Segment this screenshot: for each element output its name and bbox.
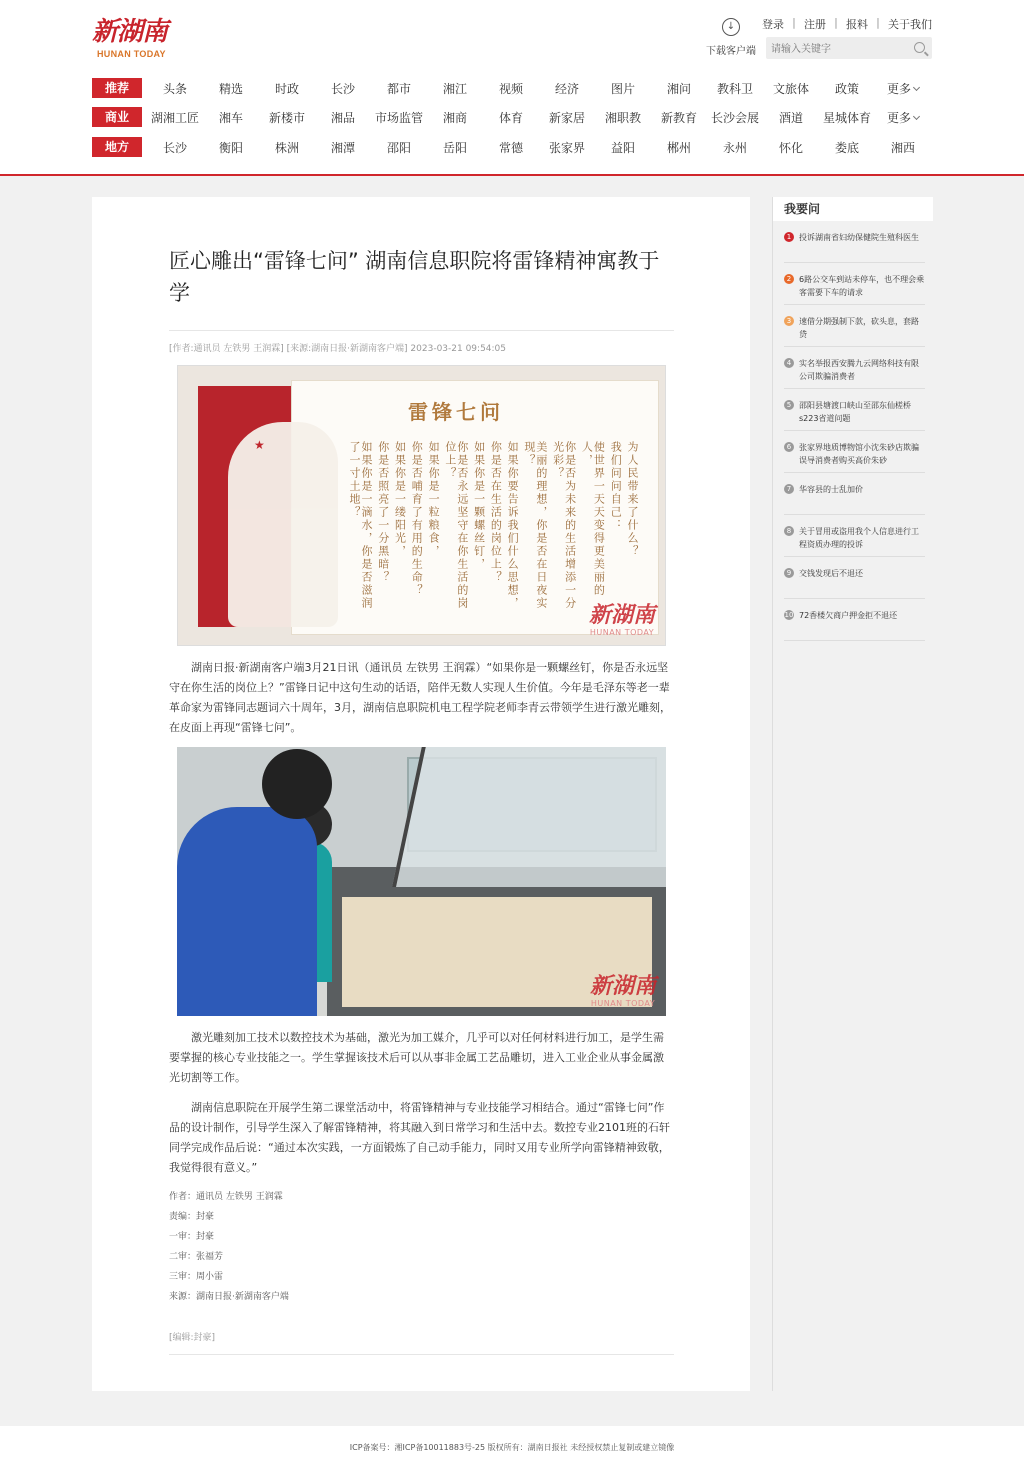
- nav-item[interactable]: 教科卫: [716, 81, 753, 96]
- leifeng-portrait-cutout: [228, 422, 338, 627]
- nav-item[interactable]: 怀化: [778, 140, 803, 155]
- watermark-cn: 新湖南: [588, 602, 655, 628]
- download-label: 下载客户端: [706, 46, 756, 57]
- logo-text-en: HUNAN TODAY: [97, 49, 166, 59]
- search-input[interactable]: [766, 39, 906, 61]
- search-box: [766, 37, 932, 59]
- sidebar-item[interactable]: [784, 473, 925, 515]
- logo-text-cn: 新湖南: [92, 17, 168, 47]
- student-head: [262, 749, 332, 819]
- rank-badge: 8: [784, 526, 794, 536]
- nav-tag[interactable]: 商业: [92, 107, 142, 127]
- laser-engraving-photo: [177, 747, 666, 1016]
- nav-item[interactable]: 政策: [834, 81, 859, 96]
- about-link[interactable]: 关于我们: [888, 18, 932, 31]
- site-footer: [0, 1426, 1024, 1478]
- artwork-column: 如果你要告诉我们什么思想，: [506, 441, 520, 610]
- sidebar-item-text[interactable]: 交钱发现后不退还: [799, 569, 863, 578]
- credit-line: 一审：封豪: [169, 1232, 215, 1242]
- nav-item[interactable]: 湘车: [218, 110, 243, 125]
- leifeng-artwork-image: [177, 365, 666, 646]
- nav-item[interactable]: 湘西: [890, 140, 915, 155]
- article-paragraph: 湖南信息职院在开展学生第二课堂活动中，将雷锋精神与专业技能学习相结合。通过“雷锋七问”作品的设计制作，引导学生深入了解雷锋精神，将其融入到日常学习和生活中去。数控专业2101班的石轩同学完成作品后说：“通过本次实践，一方面锻炼了自己动手能力，同时又用专业所学向雷锋精神致敬，我觉得很有意义。”: [169, 1101, 670, 1174]
- sidebar-item-text[interactable]: 实名举报西安腾九云网络科技有限公司欺骗消费者: [799, 359, 919, 381]
- top-links: [762, 16, 932, 32]
- nav-item[interactable]: 益阳: [610, 140, 635, 155]
- nav-item[interactable]: 娄底: [834, 140, 859, 155]
- sidebar-item-text[interactable]: 6路公交车到站未停车，也不理会乘客需要下车的请求: [799, 275, 925, 297]
- image-watermark: [589, 602, 655, 637]
- nav-item[interactable]: 常德: [498, 140, 523, 155]
- chevron-down-icon: [913, 112, 920, 119]
- credit-line: 来源：湖南日报·新湖南客户端: [169, 1292, 289, 1302]
- sidebar-ask: [772, 197, 932, 1391]
- watermark-en: HUNAN TODAY: [590, 999, 656, 1008]
- sidebar-item-text[interactable]: 邵阳县塘渡口峡山至邵东仙槎桥s223省道问题: [799, 401, 911, 423]
- article-title: 匠心雕出“雷锋七问” 湖南信息职院将雷锋精神寓教于学: [169, 249, 660, 305]
- nav-tag[interactable]: 推荐: [92, 78, 142, 98]
- site-header: [0, 0, 1024, 176]
- artwork-column: 你是否为未来的生活增添一分光彩？: [551, 441, 577, 610]
- sidebar-item[interactable]: [784, 221, 925, 263]
- sidebar-item[interactable]: [784, 347, 925, 389]
- nav-item[interactable]: 湘职教: [604, 110, 641, 125]
- separator: |: [876, 16, 880, 29]
- credit-line: 三审：周小雷: [169, 1272, 224, 1282]
- nav-item[interactable]: 株洲: [274, 140, 299, 155]
- image-watermark: [590, 973, 656, 1008]
- article-meta: [作者:通讯员 左铁男 王润霖] [来源:湖南日报·新湖南客户端] 2023-03-21 09:54:05: [169, 330, 674, 354]
- nav-item[interactable]: 视频: [498, 81, 523, 96]
- artwork-column: 你是否在生活的岗位上？: [489, 441, 503, 584]
- sidebar-item[interactable]: [784, 305, 925, 347]
- nav-item[interactable]: 都市: [386, 81, 411, 96]
- artwork-text-columns: [348, 441, 638, 621]
- artwork-column: 如果你是一滴水，你是否滋润了一寸土地？: [348, 441, 373, 610]
- nav-item[interactable]: 郴州: [666, 140, 691, 155]
- credit-line: 责编：封豪: [169, 1212, 215, 1222]
- nav-item[interactable]: 湖湘工匠: [150, 110, 199, 125]
- nav-item[interactable]: 新教育: [660, 110, 697, 125]
- sidebar-item[interactable]: [784, 599, 925, 641]
- nav-item[interactable]: 张家界: [548, 140, 585, 155]
- nav-more-label: 更多: [886, 110, 911, 125]
- artwork-column: 使世界一天天变得更美丽的人，: [580, 441, 606, 597]
- nav-item[interactable]: 精选: [218, 81, 243, 96]
- download-app-button[interactable]: [704, 16, 758, 57]
- nav-item[interactable]: 湘潭: [330, 140, 355, 155]
- sidebar-item-text[interactable]: 72香楼欠商户押金拒不退还: [799, 611, 898, 620]
- artwork-column: 你是否永远坚守在你生活的岗位上？: [443, 441, 469, 610]
- artwork-column: 你是否照亮了一分黑暗？: [376, 441, 390, 584]
- rank-badge: 4: [784, 358, 794, 368]
- nav-item[interactable]: 图片: [610, 81, 635, 96]
- watermark-cn: 新湖南: [589, 973, 656, 999]
- article-credits: [169, 1187, 674, 1307]
- nav-row-business: [92, 106, 932, 128]
- chevron-down-icon: [913, 83, 920, 90]
- artwork-column: 我们问问自己：: [609, 441, 623, 532]
- sidebar-item-text[interactable]: 张家界地质博物馆小沈朱砂店欺骗误导消费者购买高价朱砂: [799, 443, 919, 465]
- artwork-title: 雷锋七问: [408, 400, 504, 424]
- register-link[interactable]: 注册: [804, 18, 826, 31]
- artwork-column: 如果你是一缕阳光，: [393, 441, 407, 558]
- student-figure: [177, 807, 317, 1016]
- nav-row-local: [92, 136, 932, 158]
- nav-more-button[interactable]: [875, 80, 931, 97]
- nav-item[interactable]: 时政: [274, 81, 299, 96]
- rank-badge: 2: [784, 274, 794, 284]
- sidebar-item-text[interactable]: 速借分期强制下款，砍头息，套路贷: [799, 317, 919, 339]
- machine-lid: [392, 747, 666, 887]
- nav-item[interactable]: 新楼市: [268, 110, 305, 125]
- nav-more-button[interactable]: [875, 109, 931, 126]
- nav-row-recommend: [92, 77, 932, 99]
- article-paragraph: 湖南日报·新湖南客户端3月21日讯（通讯员 左铁男 王润霖）“如果你是一颗螺丝钉，你是否永远坚守在你生活的岗位上？”雷锋日记中这句生动的话语，陪伴无数人实现人生价值。今年是毛泽东等老一辈革命家为雷锋同志题词六十周年，3月，湖南信息职院机电工程学院老师李青云带领学生进行激光雕刻，在皮面上再现“雷锋七问”。: [169, 661, 671, 734]
- nav-item[interactable]: 湘商: [442, 110, 467, 125]
- sidebar-item[interactable]: [784, 557, 925, 599]
- rank-badge: 3: [784, 316, 794, 326]
- sidebar-item-text[interactable]: 华容县的士乱加价: [799, 485, 863, 494]
- nav-more-label: 更多: [886, 81, 911, 96]
- search-icon[interactable]: [914, 42, 925, 53]
- nav-item[interactable]: 长沙: [162, 140, 187, 155]
- sidebar-item[interactable]: [784, 515, 925, 557]
- credit-line: 二审：张福芳: [169, 1252, 224, 1262]
- artwork-column: 你是否哺育了有用的生命？: [410, 441, 424, 597]
- rank-badge: 7: [784, 484, 794, 494]
- download-icon: ↓: [722, 18, 740, 36]
- nav-item[interactable]: 湘江: [442, 81, 467, 96]
- rank-badge: 5: [784, 400, 794, 410]
- separator: |: [792, 16, 796, 29]
- footer-text: ICP备案号：湘ICP备10011883号-25 版权所有：湖南日报社 未经授权禁止复制或建立镜像: [349, 1443, 675, 1452]
- login-link[interactable]: 登录: [762, 18, 784, 31]
- nav-item[interactable]: 市场监管: [374, 110, 423, 125]
- nav-item[interactable]: 酒道: [778, 110, 803, 125]
- artwork-column: 为人民带来了什么？: [625, 441, 639, 558]
- site-logo[interactable]: [92, 16, 182, 64]
- nav-item[interactable]: 体育: [498, 110, 523, 125]
- nav-item[interactable]: 星城体育: [822, 110, 871, 125]
- sidebar-item-text[interactable]: 投诉湖南省妇幼保健院生殖科医生: [799, 233, 919, 242]
- nav-item[interactable]: 长沙: [330, 81, 355, 96]
- sidebar-list: [784, 221, 925, 641]
- nav-item[interactable]: 邵阳: [386, 140, 411, 155]
- sidebar-item[interactable]: [784, 263, 925, 305]
- nav-item[interactable]: 湘问: [666, 81, 691, 96]
- rank-badge: 6: [784, 442, 794, 452]
- rank-badge: 1: [784, 232, 794, 242]
- watermark-en: HUNAN TODAY: [589, 628, 655, 637]
- article-editor: [编辑:封豪]: [169, 1330, 674, 1355]
- report-link[interactable]: 报料: [846, 18, 868, 31]
- rank-badge: 9: [784, 568, 794, 578]
- nav-item[interactable]: 岳阳: [442, 140, 467, 155]
- sidebar-item-text[interactable]: 关于冒用或盗用我个人信息进行工程资质办理的投诉: [799, 527, 919, 549]
- sidebar-item[interactable]: [784, 389, 925, 431]
- rank-badge: 10: [784, 611, 794, 619]
- sidebar-item[interactable]: [784, 431, 925, 473]
- separator: |: [834, 16, 838, 29]
- nav-item[interactable]: 新家居: [548, 110, 585, 125]
- nav-item[interactable]: 文旅体: [772, 81, 809, 96]
- nav-item[interactable]: 头条: [162, 81, 187, 96]
- artwork-column: 如果你是一颗螺丝钉，: [472, 441, 486, 571]
- nav-item[interactable]: 经济: [554, 81, 579, 96]
- article-panel: [92, 197, 750, 1391]
- nav-item[interactable]: 永州: [722, 140, 747, 155]
- nav-item[interactable]: 长沙会展: [710, 110, 759, 125]
- article-paragraph: 激光雕刻加工技术以数控技术为基础，激光为加工媒介，几乎可以对任何材料进行加工，是学生需要掌握的核心专业技能之一。学生掌握该技术后可以从事非金属工艺品雕切，进入工业企业从事金属激光切割等工作。: [169, 1031, 664, 1084]
- artwork-column: 美丽的理想，你是否在日夜实现？: [522, 441, 548, 610]
- sidebar-title: 我要问: [773, 197, 933, 221]
- credit-line: 作者：通讯员 左铁男 王润霖: [169, 1192, 283, 1202]
- nav-item[interactable]: 湘品: [330, 110, 355, 125]
- artwork-column: 如果你是一粒粮食，: [427, 441, 441, 558]
- nav-tag[interactable]: 地方: [92, 137, 142, 157]
- nav-item[interactable]: 衡阳: [218, 140, 243, 155]
